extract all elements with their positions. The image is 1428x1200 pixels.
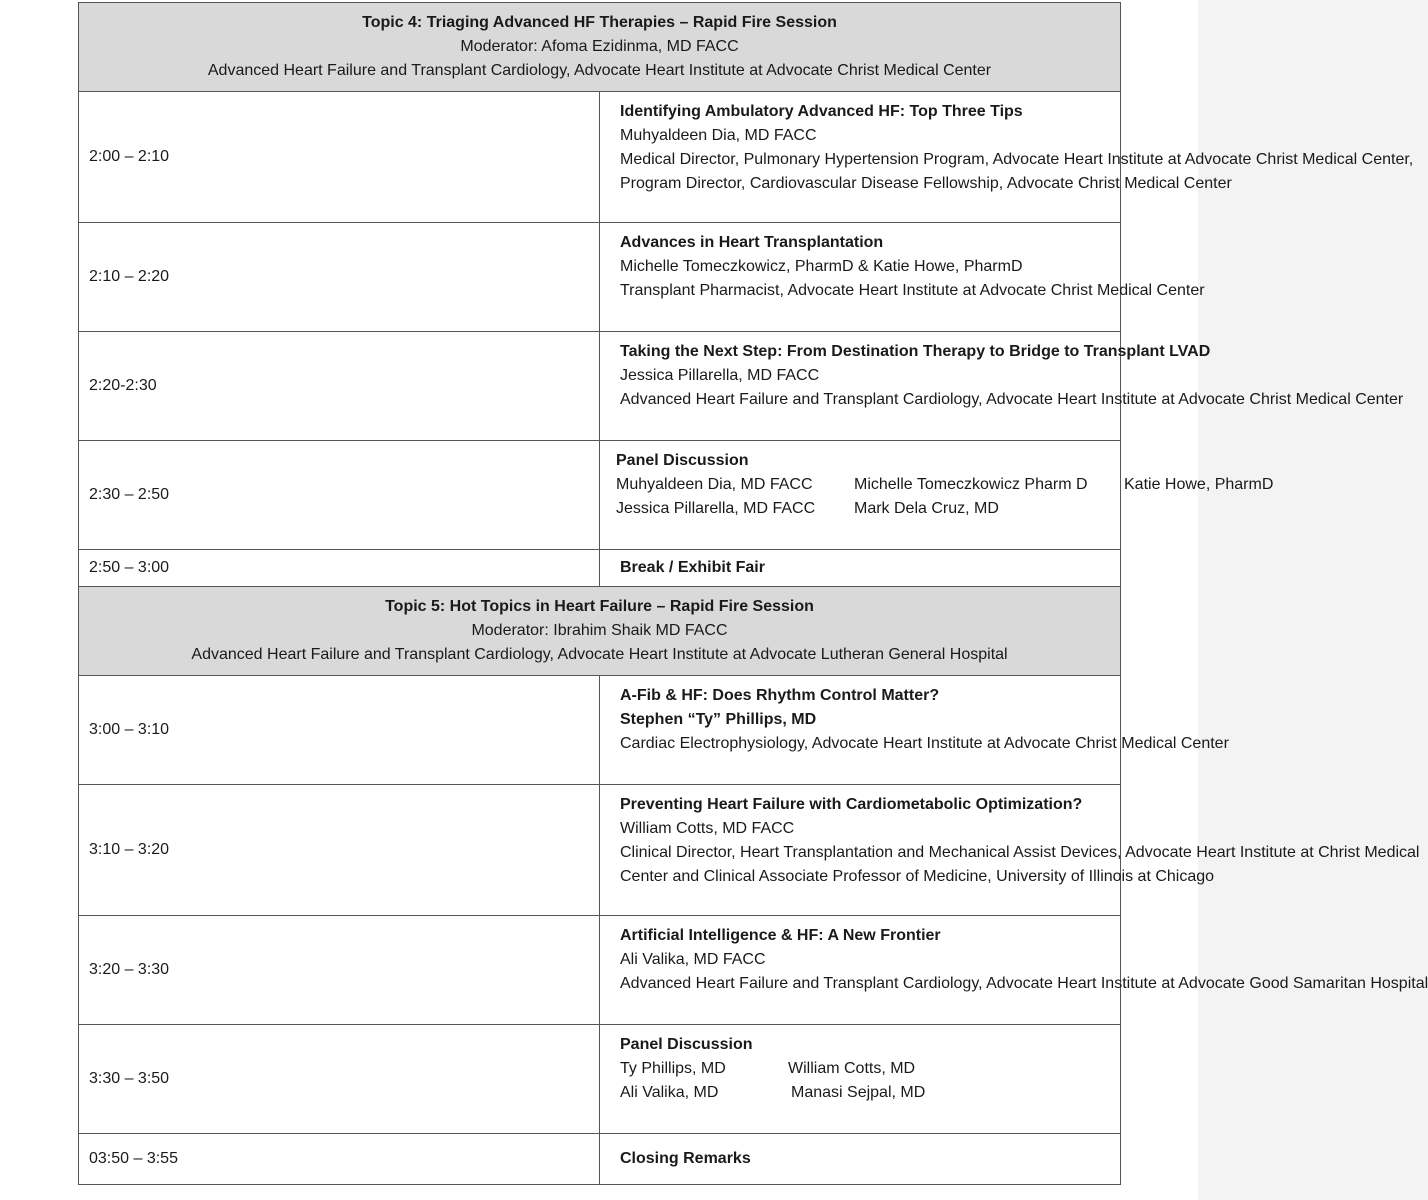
topic-4-affiliation: Advanced Heart Failure and Transplant Cardiology, Advocate Heart Institute at Advocate Christ Medical Center (207, 62, 992, 79)
session-title: Break / Exhibit Fair (620, 559, 765, 576)
topic-4-header (79, 3, 1121, 92)
session-affiliation: Advanced Heart Failure and Transplant Cardiology, Advocate Heart Institute at Advocate Good Samaritan Hospital (620, 975, 1428, 992)
session-speaker: Ali Valika, MD FACC (620, 951, 766, 968)
session-affiliation: Advanced Heart Failure and Transplant Cardiology, Advocate Heart Institute at Advocate Christ Medical Center (620, 391, 1404, 408)
topic-4-title: Topic 4: Triaging Advanced HF Therapies – Rapid Fire Session (362, 14, 837, 31)
panelist: Jessica Pillarella, MD FACC (616, 500, 816, 517)
session-row (79, 550, 1121, 587)
session-title: Advances in Heart Transplantation (620, 234, 884, 251)
session-affiliation: Program Director, Cardiovascular Disease Fellowship, Advocate Christ Medical Center (620, 175, 1232, 192)
session-affiliation: Cardiac Electrophysiology, Advocate Heart Institute at Advocate Christ Medical Center (620, 735, 1229, 752)
session-speaker: Michelle Tomeczkowicz, PharmD & Katie Howe, PharmD (620, 258, 1023, 275)
session-affiliation: Transplant Pharmacist, Advocate Heart Institute at Advocate Christ Medical Center (620, 282, 1205, 299)
session-row (79, 916, 1121, 1025)
session-title: Panel Discussion (620, 1036, 753, 1053)
session-row (79, 441, 1121, 550)
panelist-list (616, 473, 1274, 521)
panelist: Michelle Tomeczkowicz Pharm D (854, 476, 1088, 493)
topic-5-affiliation: Advanced Heart Failure and Transplant Cardiology, Advocate Heart Institute at Advocate Lutheran General Hospital (191, 646, 1008, 663)
panelist-list (620, 1057, 1112, 1105)
session-time: 3:00 – 3:10 (79, 676, 600, 785)
panelist: Katie Howe, PharmD (1124, 476, 1274, 493)
session-speaker: William Cotts, MD FACC (620, 820, 795, 837)
session-row (79, 92, 1121, 223)
session-time: 2:00 – 2:10 (79, 92, 600, 223)
session-time: 3:30 – 3:50 (79, 1025, 600, 1134)
session-row (79, 1134, 1121, 1185)
session-row (79, 332, 1121, 441)
session-time: 03:50 – 3:55 (79, 1134, 600, 1185)
session-time: 2:10 – 2:20 (79, 223, 600, 332)
topic-5-title: Topic 5: Hot Topics in Heart Failure – Rapid Fire Session (385, 598, 814, 615)
session-time: 3:20 – 3:30 (79, 916, 600, 1025)
session-title: Panel Discussion (616, 452, 749, 469)
session-affiliation: Medical Director, Pulmonary Hypertension Program, Advocate Heart Institute at Advocate Christ Medical Center, (620, 151, 1414, 168)
panelist: Manasi Sejpal, MD (791, 1084, 926, 1101)
agenda-table (78, 2, 1428, 1185)
session-affiliation: Center and Clinical Associate Professor of Medicine, University of Illinois at Chicago (620, 868, 1215, 885)
session-row (79, 676, 1121, 785)
session-speaker: Stephen “Ty” Phillips, MD (620, 711, 817, 728)
topic-4-moderator: Moderator: Afoma Ezidinma, MD FACC (460, 38, 739, 55)
session-affiliation: Clinical Director, Heart Transplantation and Mechanical Assist Devices, Advocate Heart Institute at Christ Medical (620, 844, 1420, 861)
session-title: Taking the Next Step: From Destination Therapy to Bridge to Transplant LVAD (620, 343, 1211, 360)
session-title: A-Fib & HF: Does Rhythm Control Matter? (620, 687, 940, 704)
session-speaker: Jessica Pillarella, MD FACC (620, 367, 820, 384)
panelist: Ali Valika, MD (620, 1084, 719, 1101)
session-row (79, 1025, 1121, 1134)
session-time: 3:10 – 3:20 (79, 785, 600, 916)
session-title: Closing Remarks (620, 1150, 751, 1167)
topic-5-moderator: Moderator: Ibrahim Shaik MD FACC (471, 622, 728, 639)
session-time: 2:20-2:30 (79, 332, 600, 441)
session-title: Artificial Intelligence & HF: A New Frontier (620, 927, 941, 944)
session-speaker: Muhyaldeen Dia, MD FACC (620, 127, 817, 144)
session-title: Identifying Ambulatory Advanced HF: Top Three Tips (620, 103, 1023, 120)
panelist: Ty Phillips, MD (620, 1060, 726, 1077)
session-title: Preventing Heart Failure with Cardiometabolic Optimization? (620, 796, 1083, 813)
session-time: 2:30 – 2:50 (79, 441, 600, 550)
panelist: Muhyaldeen Dia, MD FACC (616, 476, 813, 493)
session-time: 2:50 – 3:00 (79, 550, 600, 587)
session-row (79, 785, 1121, 916)
session-row (79, 223, 1121, 332)
panelist: William Cotts, MD (788, 1060, 916, 1077)
topic-5-header (79, 587, 1121, 676)
panelist: Mark Dela Cruz, MD (854, 500, 999, 517)
